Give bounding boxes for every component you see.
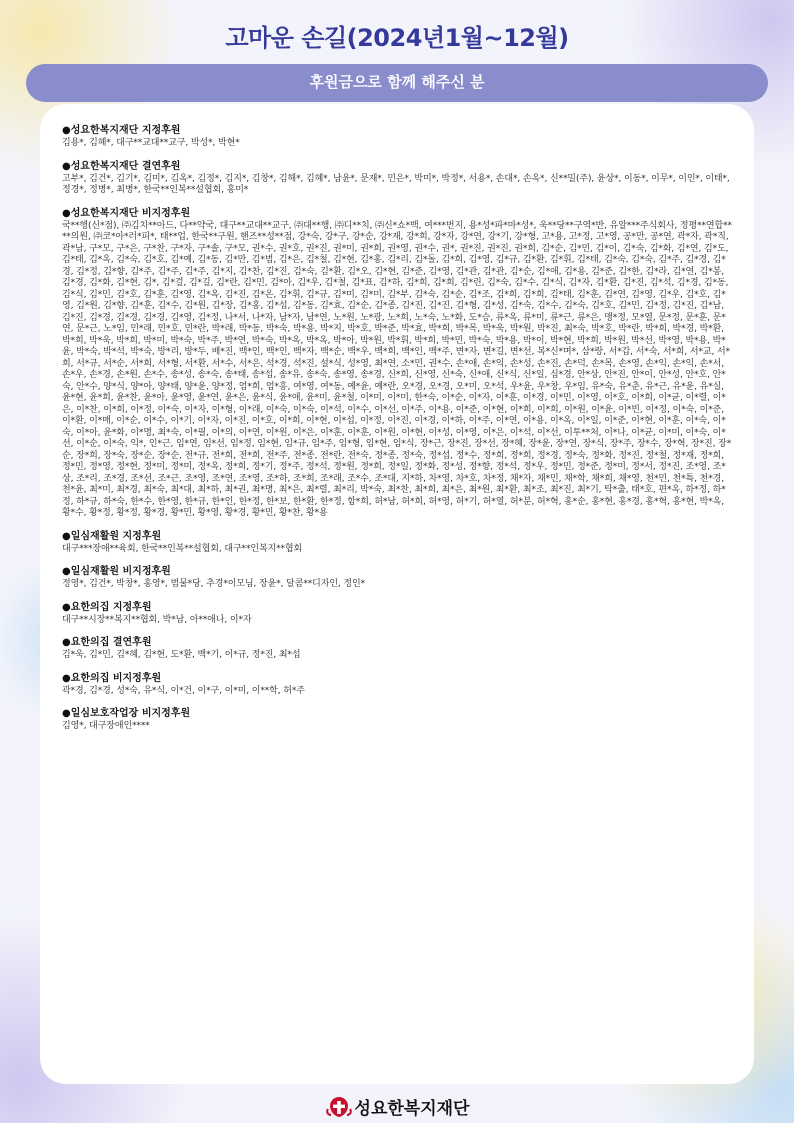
section-donors: 김영*, 대구장애인**** [62, 721, 150, 731]
section-donors: 국**행(신*점), ㈜김치**아드, 다**약국, 대구**교대**교구, ㈜대**행, ㈜디**치, ㈜신*쇼*백, 여***번지, 용*성*파*마*성*, 욱**당**구역*반, 유알***주식회사, 정평**연합****의원, ㈜코*아*러*피*, 태**업, 한국**구원, 핸즈**성**점, 강*숙, 강*구, 강*순, 강*재, 강*희, 강*자, 강*연, 강*기, 강*형, 고*용, 고*정, 고*영, 공*만, 공*연, 곽*자, 곽*직, 곽*남, 구*모, 구*은, 구*찬, 구*자, 구*솔, 구*모, 권*수, 권*호, 권*진, 권*미, 권*희, 권*영, 권*수, 권*, 권*진, 권*진, 권*희, 김*순, 김*민, 김*이, 김*숙, 김*화, 김*연, 김*도, 김*태, 김*옥, 김*숙, 김*호, 김*예, 김*동, 김*만, 김*범, 김*은, 김*철, 김*현, 김*홍, 김*리, 김*돌, 김*희, 김*영, 김*규, 김*환, 김*휘, 김*태, 김*숙, 김*숙, 김*주, 김*경, 김*경, 김*정, 김*향, 김*주, 김*주, 김*주, 김*지, 김*찬, 김*진, 김*숙, 김*환, 김*오, 김*현, 김*준, 김*영, 김*관, 김*관, 김*순, 김*애, 김*용, 김*준, 김*한, 김*라, 김*연, 김*봉, 김*경, 김*화, 김*현, 김*, 김*걸, 김*길, 김*란, 김*민, 김*아, 김*우, 김*철, 김*표, 김*하, 김*희, 김*희, 김*린, 김*숙, 김*수, 김*식, 김*자, 김*환, 김*진, 김*석, 김*경, 김*동, 김*식, 김*민, 김*호, 김*훈, 김*영, 김*옥, 김*진, 김*온, 김*휘, 김*규, 김*미, 김*미, 김*부, 김*숙, 김*순, 김*조, 김*희, 김*희, 김*태, 김*훈, 김*연, 김*영, 김*우, 김*호, 김*영, 김*원, 김*향, 김*훈, 김*수, 김*원, 김*장, 김*홍, 김*섭, 김*동, 김*효, 김*순, 김*종, 김*진, 김*진, 김*형, 김*성, 김*숙, 김*수, 김*숙, 김*호, 김*민, 김*정, 김*진, 김*남, 김*진, 김*경, 김*경, 김*경, 김*영, 김*정, 나*서, 나*자, 남*자, 남*연, 노*원, 노*광, 노*희, 노*숙, 노*화, 도*승, 류*옥, 류*미, 류*근, 류*은, 맹*정, 모*열, 문*정, 문*훈, 문*연, 문*근, 노*임, 민*래, 민*호, 민*란, 박*래, 박*동, 박*숙, 박*용, 박*지, 박*호, 박*준, 박*효, 박*희, 박*목, 박*욱, 박*원, 박*진, 최*숙, 박*호, 박*란, 박*희, 박*경, 박*환, 박*희, 박*욱, 박*희, 박*미, 박*숙, 박*주, 박*연, 박*숙, 박*옥, 박*옥, 박*아, 박*원, 박*휘, 박*희, 박*민, 박*숙, 박*용, 박*이, 박*현, 박*희, 박*원, 박*선, 박*영, 박*용, 박*윤, 박*숙, 박*석, 박*숙, 방*리, 방*두, 배*진, 백*인, 백*인, 백*자, 백*순, 백*우, 백*희, 백*인, 백*주, 변*자, 변*길, 변*선, 복*신*며*, 삼*랑, 서*갑, 서*숙, 서*희, 서*교, 서*희, 서*규, 서*순, 서*희, 서*형, 서*환, 서*수, 서*은, 석*경, 석*진, 설*식, 성*영, 최*연, 소*민, 권*수, 손*애, 손*익, 손*성, 손*진, 손*덕, 손*목, 손*영, 손*익, 손*익, 손*서, 손*우, 손*경, 손*원, 손*수, 송*성, 송*숙, 송*태, 송*섭, 송*유, 송*숙, 송*영, 송*경, 신*희, 신*영, 신*숙, 신*애, 신*식, 신*일, 심*경, 안*상, 안*진, 안*이, 안*성, 안*호, 안*숙, 안*수, 양*식, 양*아, 양*태, 양*윤, 양*정, 엄*희, 엄*흥, 여*영, 여*동, 예*윤, 예*란, 오*경, 오*경, 오*미, 오*석, 우*윤, 우*창, 우*임, 유*숙, 유*춘, 유*근, 유*윤, 유*실, 윤*현, 윤*희, 윤*찬, 윤*아, 윤*영, 윤*연, 윤*은, 윤*식, 윤*애, 윤*미, 윤*철, 이*미, 이*미, 한*숙, 이*순, 이*자, 이*훈, 이*경, 이*민, 이*영, 이*호, 이*희, 이*균, 이*렬, 이*은, 이*찬, 이*희, 이*정, 이*숙, 이*자, 이*형, 이*래, 이*숙, 이*숙, 이*석, 이*수, 이*선, 이*주, 이*용, 이*준, 이*현, 이*희, 이*희, 이*원, 이*윤, 이*빈, 이*정, 이*숙, 이*준, 이*환, 이*매, 이*순, 이*수, 이*기, 이*자, 이*진, 이*호, 이*희, 이*현, 이*섭, 이*정, 이*진, 이*경, 이*하, 이*주, 이*연, 이*용, 이*옥, 이*일, 이*준, 이*현, 이*훈, 이*숙, 이*숙, 이*아, 윤*화, 이*명, 최*숙, 이*필, 이*의, 이*연, 이*원, 이*은, 이*훈, 이*훈, 이*원, 이*현, 이*성, 이*영, 이*은, 이*석, 이*선, 이투**처, 이*나, 이*균, 이*미, 이*숙, 이*선, 이*순, 이*숙, 익*, 인*근, 임*연, 임*선, 임*정, 임*현, 임*규, 임*주, 임*형, 임*현, 임*식, 장*근, 장*진, 장*선, 장*혜, 장*윤, 장*연, 장*식, 장*주, 장*수, 장*혁, 장*진, 장*순, 장*희, 장*숙, 장*순, 장*순, 전*규, 전*희, 전*희, 전*주, 전*종, 전*란, 전*숙, 정*종, 정*숙, 정*섭, 정*수, 정*희, 정*희, 정*경, 정*숙, 정*화, 정*진, 정*철, 정*재, 정*희, 정*민, 정*영, 정*현, 정*미, 정*미, 정*옥, 정*희, 정*기, 정*주, 정*석, 정*원, 정*희, 정*일, 정*화, 정*성, 정*향, 정*석, 정*우, 정*민, 정*준, 정*미, 정*서, 정*진, 조*영, 조*상, 조*리, 조*경, 조*선, 조*근, 조*영, 조*연, 조*영, 조*하, 조*희, 조*래, 조*수, 조*대, 지*하, 차*영, 차*호, 차*정, 채*자, 채*민, 채*학, 채*희, 채*영, 천*민, 천*특, 천*경, 천*윤, 최*미, 최*경, 최*숙, 최*대, 최*하, 최*권, 최*명, 최*은, 최*렬, 최*리, 박*숙, 최*찬, 최*희, 최*은, 최*원, 최*환, 최*조, 최*진, 최*기, 탁*출, 태*호, 편*옥, 하*정, 하*정, 하*규, 하*숙, 한*수, 한*영, 한*규, 한*인, 한*정, 한*보, 한*환, 한*정, 함*희, 허*남, 허*희, 허*영, 허*기, 허*열, 허*분, 허*혁, 홍*순, 홍*현, 홍*경, 홍*혁, 홍*현, 박*옥, 황*수, 황*정, 황*정, 황*경, 황*민, 황*영, 황*경, 황*민, 황*찬, 황*용 [62, 220, 732, 518]
section-title: ●성요한복지재단 비지정후원 [62, 207, 191, 219]
section-title: ●성요한복지재단 결연후원 [62, 160, 181, 172]
donor-list [62, 124, 734, 743]
footer [0, 1094, 794, 1123]
section-foundation-undesignated [62, 207, 734, 520]
section-title: ●성요한복지재단 지정후원 [62, 125, 181, 136]
section-john-house-designated [62, 601, 734, 627]
section-john-house-undesignated [62, 672, 734, 698]
section-ilsim-designated [62, 530, 734, 556]
section-title: ●일심보호작업장 비지정후원 [62, 708, 191, 719]
section-donors: 곽*경, 김*경, 성*숙, 유*식, 이*건, 이*구, 이*미, 이**학, 허*주 [62, 685, 305, 696]
section-title: ●요한의집 지정후원 [62, 601, 152, 613]
section-john-house-sponsorship [62, 636, 734, 662]
section-foundation-sponsorship [62, 160, 734, 197]
section-donors: 대구***장애**육회, 한국**인복**설협회, 대구**인복지**협회 [62, 543, 303, 554]
section-donors: 대구**시장**복지**협회, 박*남, 아**애나, 이*자 [62, 614, 252, 625]
section-ilsim-undesignated [62, 565, 734, 591]
section-title: ●요한의집 결연후원 [62, 637, 152, 648]
section-title: ●일심재활원 비지정후원 [62, 566, 171, 577]
section-workshop-undesignated [62, 707, 734, 733]
section-title: ●일심재활원 지정후원 [62, 530, 162, 542]
banner-title: 후원금으로 함께 해주신 분 [309, 73, 485, 91]
section-donors: 김용*, 김혜*, 대구**교대**교구, 박성*, 박현* [62, 138, 240, 148]
section-donors: 고부*, 김건*, 김기*, 김미*, 김옥*, 김정*, 김지*, 김창*, 김해*, 김혜*, 남윤*, 문재*, 민은*, 박미*, 박정*, 서용*, 손대*, 손옥*, 신**밀(주), 윤상*, 이동*, 이무*, 이인*, 이태*, 정경*, 정병*, 최병*, 한국**인복**설협회, 홍미* [62, 173, 730, 195]
section-donors: 김*욱, 김*민, 김*혜, 김*현, 도*환, 백*기, 이*규, 정*진, 최*섭 [62, 650, 301, 660]
section-foundation-designated [62, 124, 734, 150]
footer-org-name: 성요한복지재단 [354, 1099, 470, 1119]
page-title: 고마운 손길(2024년1월~12월) [225, 24, 569, 52]
section-donors: 정영*, 김건*, 박창*, 홍영*, 범물*당, 추경*이모님, 장윤*, 달콤**디자인, 정인* [62, 579, 366, 589]
section-title: ●요한의집 비지정후원 [62, 672, 162, 684]
cross-logo-icon [325, 1095, 353, 1119]
footer-logo-group [325, 1094, 470, 1119]
